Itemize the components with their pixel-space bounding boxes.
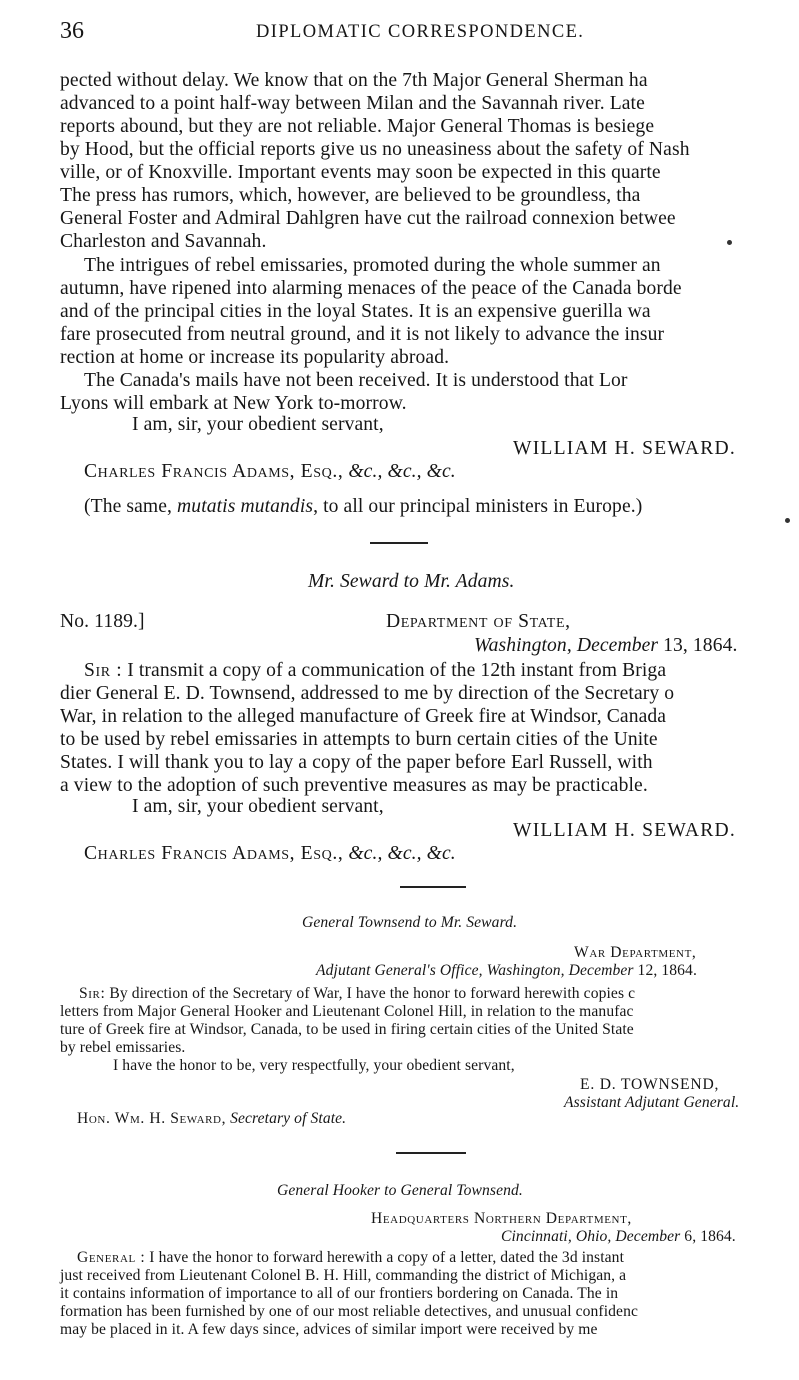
text-line: to be used by rebel emissaries in attempts to burn certain cities of the Unite [60, 729, 658, 750]
note-prefix: (The same, [84, 496, 178, 517]
text-line-content: I transmit a copy of a communication of the 12th instant from Briga [127, 660, 667, 681]
text-line: by Hood, but the official reports give us no uneasiness about the safety of Nash [60, 139, 690, 160]
text-line-content: I have the honor to forward herewith a copy of a letter, dated the 3d instant [149, 1249, 625, 1266]
signature: E. D. TOWNSEND, [580, 1076, 720, 1093]
text-line: and of the principal cities in the loyal States. It is an expensive guerilla wa [60, 301, 651, 322]
text-line: letters from Major General Hooker and Lieutenant Colonel Hill, in relation to the manufac [60, 1003, 634, 1020]
salutation: General : [77, 1249, 146, 1266]
text-line [77, 1249, 799, 1267]
place-date [316, 962, 799, 980]
letter-heading: General Hooker to General Townsend. [277, 1182, 523, 1199]
department: Department of State, [386, 611, 571, 632]
place-date [474, 635, 799, 657]
addressee-name: Charles Francis Adams, Esq., [84, 461, 344, 482]
text-line: ture of Greek fire at Windsor, Canada, to be used in firing certain cities of the United State [60, 1021, 634, 1038]
text-line: States. I will thank you to lay a copy of the paper before Earl Russell, with [60, 752, 653, 773]
text-line: may be placed in it. A few days since, advices of similar import were received by me [60, 1321, 598, 1338]
text-line: fare prosecuted from neutral ground, and it is not likely to advance the insur [60, 324, 665, 345]
addressee-name: Hon. Wm. H. Seward, [77, 1110, 227, 1127]
text-line: a view to the adoption of such preventive measures as may be practicable. [60, 775, 648, 796]
ink-speck [727, 240, 732, 245]
text-line: ville, or of Knoxville. Important events may soon be expected in this quarte [60, 162, 661, 183]
text-line: autumn, have ripened into alarming menaces of the peace of the Canada borde [60, 278, 682, 299]
page-number: 36 [60, 18, 84, 44]
text-line: just received from Lieutenant Colonel B. H. Hill, commanding the district of Michigan, a [60, 1267, 627, 1284]
addressee-title: Secretary of State. [230, 1110, 347, 1127]
closing: I am, sir, your obedient servant, [132, 414, 384, 435]
date-rest: 13, 1864. [658, 635, 738, 656]
text-line: rection at home or increase its popularity abroad. [60, 347, 450, 368]
addressee-etc: &c., &c., &c. [348, 461, 456, 482]
signature: WILLIAM H. SEWARD. [513, 438, 736, 459]
text-line: formation has been furnished by one of our most reliable detectives, and unusual confidenc [60, 1303, 638, 1320]
text-line: Charleston and Savannah. [60, 231, 267, 252]
text-line: General Foster and Admiral Dahlgren have cut the railroad connexion betwee [60, 208, 676, 229]
text-line: The intrigues of rebel emissaries, promoted during the whole summer an [84, 255, 661, 276]
addressee [84, 843, 799, 865]
letter-heading: General Townsend to Mr. Seward. [302, 914, 518, 931]
addressee-etc: &c., &c., &c. [348, 843, 456, 864]
text-line: Lyons will embark at New York to-morrow. [60, 393, 407, 414]
text-line: by rebel emissaries. [60, 1039, 186, 1056]
ink-speck [785, 518, 790, 523]
text-line: advanced to a point half-way between Milan and the Savannah river. Late [60, 93, 645, 114]
note-italic: mutatis mutandis [177, 496, 314, 517]
salutation: Sir: [79, 985, 106, 1002]
date-rest: 6, 1864. [680, 1228, 736, 1245]
closing: I am, sir, your obedient servant, [132, 796, 384, 817]
department: War Department, [574, 944, 697, 961]
addressee-name: Charles Francis Adams, Esq., [84, 843, 344, 864]
circular-note [84, 496, 799, 518]
section-divider [400, 886, 466, 888]
closing: I have the honor to be, very respectfully, your obedient servant, [113, 1057, 515, 1074]
salutation: Sir : [84, 660, 123, 681]
place-italic: Cincinnati, Ohio, December [501, 1228, 681, 1245]
place-date-italic: Washington, December [474, 635, 659, 656]
section-divider [370, 542, 428, 544]
note-suffix: , to all our principal ministers in Europe.) [313, 496, 643, 517]
text-line: pected without delay. We know that on the 7th Major General Sherman ha [60, 70, 648, 91]
text-line: The Canada's mails have not been received. It is understood that Lor [84, 370, 628, 391]
department: Headquarters Northern Department, [371, 1210, 632, 1227]
text-line [79, 985, 799, 1003]
text-line: it contains information of importance to all of our frontiers bordering on Canada. The in [60, 1285, 619, 1302]
place-italic: Adjutant General's Office, Washington, December [316, 962, 634, 979]
place-date [501, 1228, 799, 1246]
text-line: The press has rumors, which, however, are believed to be groundless, tha [60, 185, 641, 206]
running-title: DIPLOMATIC CORRESPONDENCE. [256, 22, 585, 42]
text-line-content: By direction of the Secretary of War, I have the honor to forward herewith copies c [109, 985, 636, 1002]
letter-heading: Mr. Seward to Mr. Adams. [308, 571, 515, 592]
letter-number: No. 1189.] [60, 611, 145, 632]
text-line [84, 660, 799, 682]
section-divider [396, 1152, 466, 1154]
text-line: dier General E. D. Townsend, addressed to me by direction of the Secretary o [60, 683, 675, 704]
signature-title: Assistant Adjutant General. [564, 1094, 740, 1111]
signature: WILLIAM H. SEWARD. [513, 820, 736, 841]
addressee [77, 1110, 799, 1128]
addressee [84, 461, 799, 483]
text-line: War, in relation to the alleged manufacture of Greek fire at Windsor, Canada [60, 706, 667, 727]
text-line: reports abound, but they are not reliable. Major General Thomas is besiege [60, 116, 655, 137]
date-rest: 12, 1864. [633, 962, 697, 979]
